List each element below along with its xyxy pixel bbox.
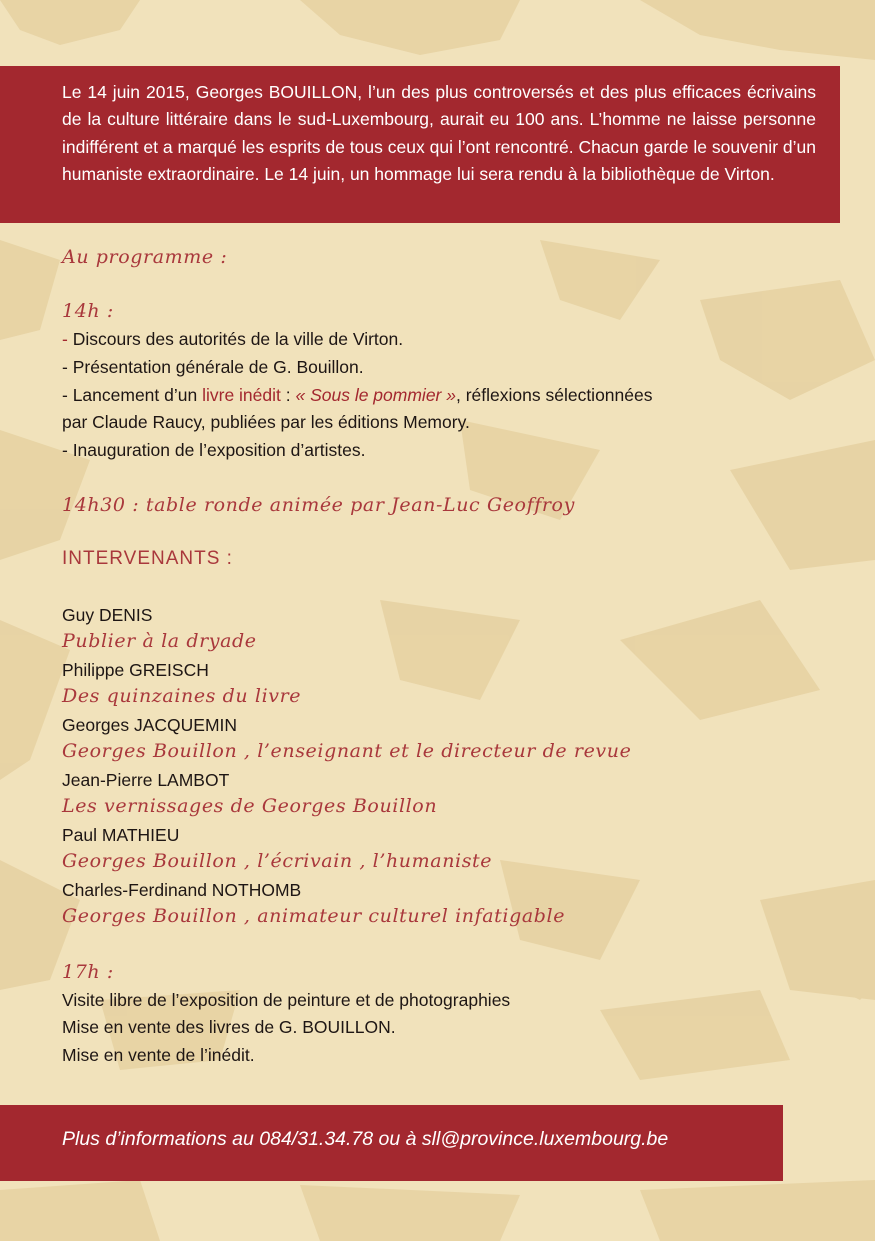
session-14h-time: 14h : <box>62 300 114 322</box>
session-1430-heading: 14h30 : table ronde animée par Jean-Luc Geoffroy <box>62 494 575 516</box>
item-3-colon: : <box>280 385 296 405</box>
footer-contact: Plus d’informations au 084/31.34.78 ou à sll@province.luxembourg.be <box>62 1128 669 1150</box>
programme-heading: Au programme : <box>62 246 228 268</box>
speaker-name: Charles-Ferdinand NOTHOMB <box>62 880 302 900</box>
programme-item-1 <box>62 329 403 350</box>
programme-item-2: - Présentation générale de G. Bouillon. <box>62 357 364 377</box>
session-17h-item: Mise en vente de l’inédit. <box>62 1045 255 1065</box>
programme-item-4: - Inauguration de l’exposition d’artistes. <box>62 440 366 460</box>
item-dash: - <box>62 329 68 349</box>
session-17h-item: Mise en vente des livres de G. BOUILLON. <box>62 1017 396 1037</box>
book-title: « Sous le pommier » <box>295 385 456 405</box>
item-3-suffix: , réflexions sélectionnées <box>455 385 653 405</box>
speaker-topic: Publier à la dryade <box>62 630 257 652</box>
speaker-topic: Georges Bouillon , l’écrivain , l’humaniste <box>62 850 493 872</box>
programme-item-3-continuation: par Claude Raucy, publiées par les éditions Memory. <box>62 412 470 432</box>
speaker-topic: Les vernissages de Georges Bouillon <box>62 795 438 817</box>
speaker-name: Jean-Pierre LAMBOT <box>62 770 230 790</box>
speaker-name: Paul MATHIEU <box>62 825 180 845</box>
speakers-heading: INTERVENANTS : <box>62 548 233 569</box>
session-17h-item: Visite libre de l’exposition de peinture et de photographies <box>62 990 511 1010</box>
speaker-name: Philippe GREISCH <box>62 660 209 680</box>
programme-item-1-text: Discours des autorités de la ville de Virton. <box>72 329 404 349</box>
speaker-name: Guy DENIS <box>62 605 153 625</box>
programme-item-3 <box>62 385 652 406</box>
item-3-prefix: - Lancement d’un <box>62 385 203 405</box>
speaker-topic: Georges Bouillon , l’enseignant et le directeur de revue <box>62 740 632 762</box>
speaker-topic: Des quinzaines du livre <box>62 685 302 707</box>
intro-paragraph: Le 14 juin 2015, Georges BOUILLON, l’un des plus controversés et des plus efficaces écrivains de la culture littéraire dans le sud-Luxembourg, aurait eu 100 ans. L’homme ne laisse personne indifférent et a marqué les esprits de tous ceux qui l’ont rencontré. Chacun garde le souvenir d’un humaniste extraordinaire. Le 14 juin, un hommage lui sera rendu à la bibliothèque de Virton. <box>62 82 816 185</box>
speaker-name: Georges JACQUEMIN <box>62 715 238 735</box>
session-17h-time: 17h : <box>62 961 114 983</box>
speaker-topic: Georges Bouillon , animateur culturel infatigable <box>62 905 566 927</box>
livre-inedit-highlight: livre inédit <box>202 385 281 405</box>
